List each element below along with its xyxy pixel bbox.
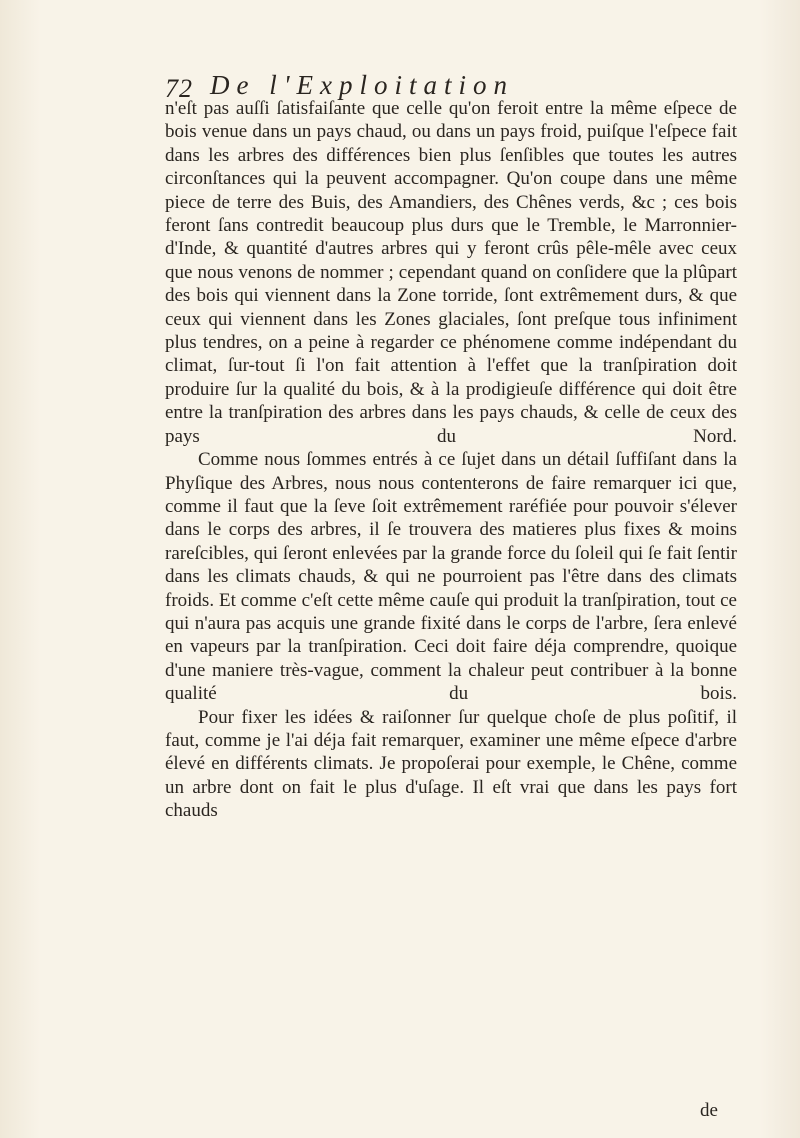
catchword: de	[700, 1100, 718, 1121]
paragraph-3: Pour fixer les idées & raiſonner ſur quelque choſe de plus poſitif, il faut, comme je l'ai déja fait remarquer, examiner une même eſpece d'arbre élevé en différents climats. Je propoſerai pour exemple, le Chêne, comme un arbre dont on fait le plus d'uſage. Il eſt vrai que dans les pays fort chauds	[165, 706, 737, 822]
paragraph-1: n'eſt pas auſſi ſatisfaiſante que celle qu'on feroit entre la même eſpece de bois venue dans un pays chaud, ou dans un pays froid, puiſque l'eſpece fait dans les arbres des différences bien plus ſenſibles que toutes les autres circonſtances qui la peuvent accompagner. Qu'on coupe dans une même piece de terre des Buis, des Amandiers, des Chênes verds, &c ; ces bois feront ſans contredit beaucoup plus durs que le Tremble, le Marronnier-d'Inde, & quantité d'autres arbres qui y feront crûs pêle-mêle avec ceux que nous venons de nommer ; cependant quand on conſidere que la plûpart des bois qui viennent dans la Zone torride, ſont extrêmement durs, & que ceux qui viennent dans les Zones glaciales, ſont preſque tous infiniment plus tendres, on a peine à regarder ce phénomene comme indépendant du climat, ſur-tout ſi l'on fait attention à l'effet que la tranſpiration doit produire ſur la qualité du bois, & à la prodigieuſe différence qui doit être entre la tranſpiration des arbres dans les pays chauds, & celle de ceux des pays du Nord.	[165, 98, 737, 447]
running-head: De l'Exploitation	[210, 70, 514, 100]
paragraph-2: Comme nous ſommes entrés à ce ſujet dans un détail ſuffiſant dans la Phyſique des Arbres, nous nous contenterons de faire remarquer ici que, comme il faut que la ſeve ſoit extrêmement raréfiée pour pouvoir s'élever dans le corps des arbres, il ſe trouvera des matieres plus fixes & moins rareſcibles, qui ſeront enlevées par la grande force du ſoleil qui ſe fait ſentir dans les climats chauds, & qui ne pourroient pas l'être dans des climats froids. Et comme c'eſt cette même cauſe qui produit la tranſpiration, tout ce qui n'aura pas acquis une grande fixité dans le corps de l'arbre, ſera enlevé en vapeurs par la tranſpiration. Ceci doit faire déja comprendre, quoique d'une maniere très-vague, comment la chaleur peut contribuer à la bonne qualité du bois.	[165, 449, 737, 705]
page-number: 72	[165, 74, 193, 103]
body-text	[165, 97, 737, 823]
